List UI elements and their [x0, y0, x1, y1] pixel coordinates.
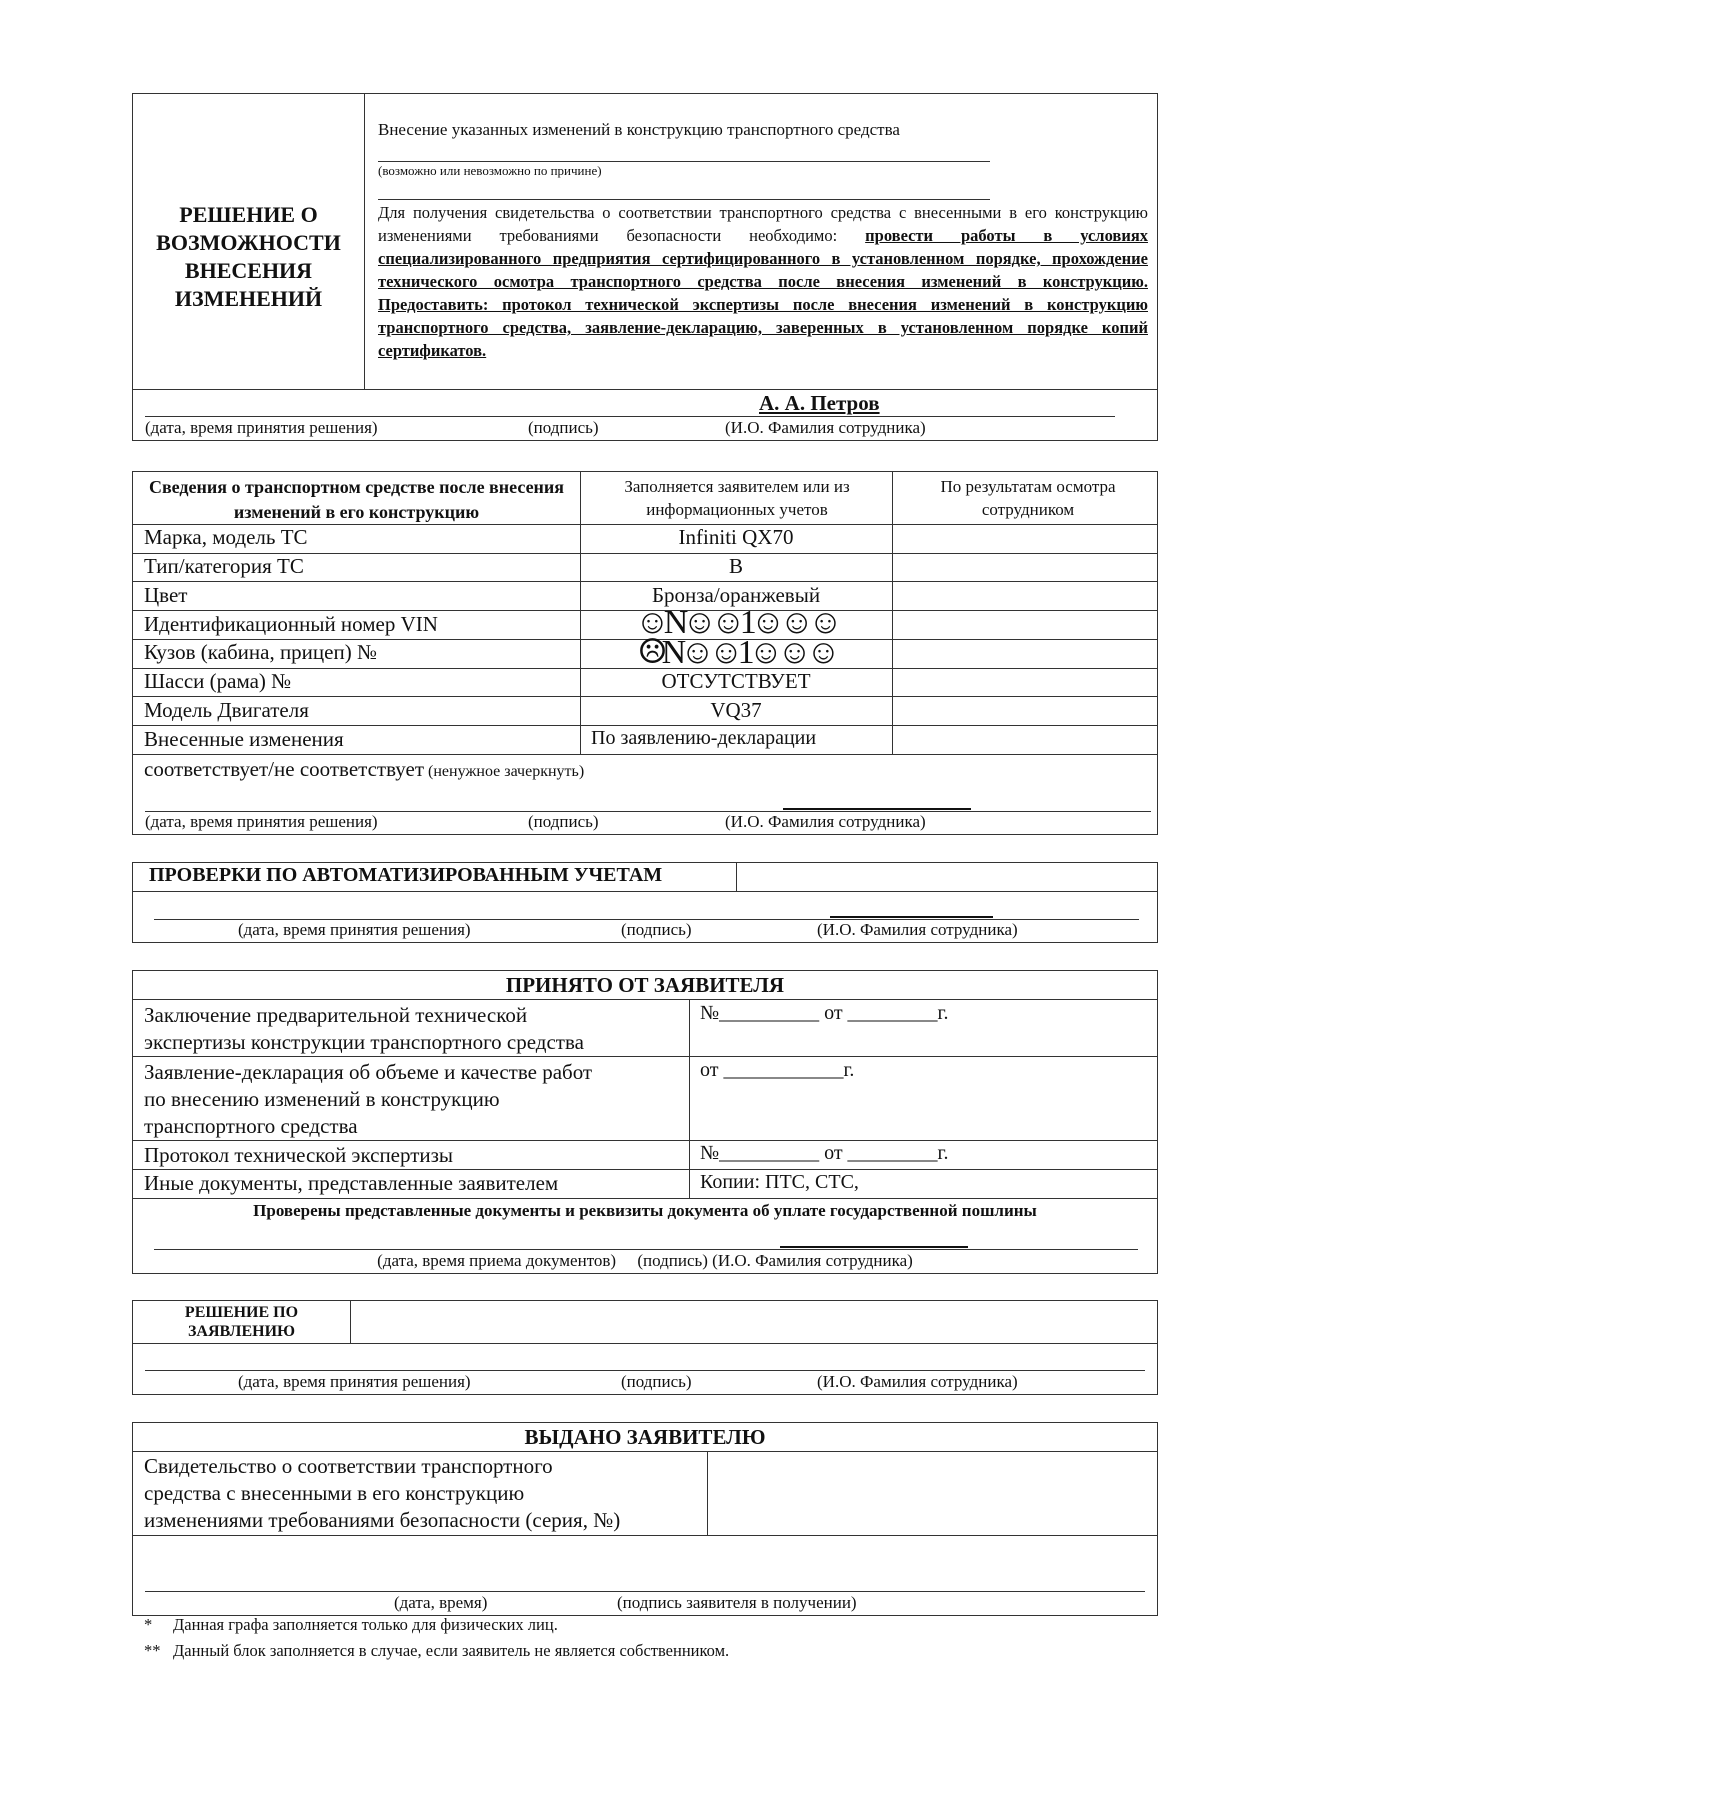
- sig-name-label: (И.О. Фамилия сотрудника): [725, 812, 926, 831]
- sig-sign-label: (подпись): [528, 812, 599, 831]
- accepted-row-label: Заявление-декларация об объеме и качестве работ по внесению изменений в конструкцию транспортного средства: [144, 1060, 593, 1138]
- automated-checks-block: [132, 862, 1158, 943]
- accepted-sig-labels: (дата, время приема документов) (подпись) (И.О. Фамилия сотрудника): [377, 1251, 913, 1270]
- row-value: ОТСУТСТВУЕТ: [661, 669, 811, 693]
- row-label: Идентификационный номер VIN: [144, 612, 438, 636]
- certificate-label: Свидетельство о соответствии транспортного средства с внесенными в его конструкцию изменениями требованиями безопасности (серия, №): [144, 1454, 621, 1532]
- vehicle-header-applicant: Заполняется заявителем или из информационных учетов: [624, 477, 850, 519]
- sig-receipt-label: (подпись заявителя в получении): [617, 1593, 857, 1612]
- issued-block: [132, 1422, 1158, 1616]
- vehicle-header-info: Сведения о транспортном средстве после внесения изменений в его конструкцию: [148, 477, 565, 522]
- accepted-row-value: Копии: ПТС, СТС,: [700, 1171, 859, 1193]
- accepted-row-label: Заключение предварительной технической экспертизы конструкции транспортного средства: [144, 1003, 584, 1054]
- sig-name-label: (И.О. Фамилия сотрудника): [817, 1372, 1018, 1391]
- sig-name-label: (И.О. Фамилия сотрудника): [725, 418, 926, 437]
- row-label: Марка, модель ТС: [144, 525, 308, 549]
- accepted-row-value: от ____________г.: [700, 1059, 855, 1081]
- row-value: В: [728, 554, 743, 578]
- application-decision-block: [132, 1300, 1158, 1395]
- decision-block: [132, 93, 1158, 441]
- row-value: Infiniti QX70: [678, 525, 794, 549]
- row-label: Шасси (рама) №: [144, 669, 292, 693]
- row-label: Внесенные изменения: [144, 727, 344, 751]
- sig-name-label: (И.О. Фамилия сотрудника): [817, 920, 1018, 939]
- decision-intro: Внесение указанных изменений в конструкцию транспортного средства: [378, 120, 900, 139]
- row-label: Модель Двигателя: [144, 698, 309, 722]
- sig-date-label: (дата, время принятия решения): [145, 418, 378, 437]
- conformity-line: соответствует/не соответствует (ненужное зачеркнуть): [144, 757, 585, 781]
- vehicle-block: [132, 471, 1158, 835]
- footnotes: [144, 1612, 729, 1664]
- sig-sign-label: (подпись): [528, 418, 599, 437]
- sig-date-label: (дата, время принятия решения): [238, 920, 471, 939]
- issued-title: ВЫДАНО ЗАЯВИТЕЛЮ: [524, 1425, 766, 1449]
- footnote: * Данная графа заполняется только для физических лиц.: [144, 1615, 558, 1634]
- accepted-block: [132, 970, 1158, 1274]
- footnote: ** Данный блок заполняется в случае, если заявитель не является собственником.: [144, 1641, 730, 1660]
- sig-date-label: (дата, время): [394, 1593, 488, 1612]
- decision-title: РЕШЕНИЕ О ВОЗМОЖНОСТИ ВНЕСЕНИЯ ИЗМЕНЕНИЙ: [156, 202, 341, 311]
- decision-paragraph: Для получения свидетельства о соответствии транспортного средства с внесенными в его конструкцию изменениями требованиями безопасности необходимо: провести работы в условиях специализированного предприятия сертифицированного в установленном порядке, прохождение технического осмотра транспортного средства после внесения изменений в конструкцию. Предоставить: протокол технической экспертизы после внесения изменений в конструкцию транспортного средства, заявление-декларацию, заверенных в установленном порядке копий сертификатов.: [378, 203, 1148, 360]
- employee-name: А. А. Петров: [759, 391, 880, 415]
- accepted-row-value: №__________ от _________г.: [700, 1002, 949, 1024]
- vehicle-header-inspection: По результатам осмотра сотрудником: [940, 477, 1116, 519]
- verified-text: Проверены представленные документы и реквизиты документа об уплате государственной пошлины: [253, 1201, 1037, 1220]
- row-label: Цвет: [144, 583, 188, 607]
- row-label: Тип/категория ТС: [144, 554, 304, 578]
- row-label: Кузов (кабина, прицеп) №: [144, 640, 377, 664]
- application-decision-title: РЕШЕНИЕ ПО ЗАЯВЛЕНИЮ: [184, 1304, 299, 1340]
- accepted-row-value: №__________ от _________г.: [700, 1142, 949, 1164]
- accepted-row-label: Протокол технической экспертизы: [144, 1143, 454, 1167]
- accepted-title: ПРИНЯТО ОТ ЗАЯВИТЕЛЯ: [505, 973, 785, 997]
- vin-redacted-value: ☺N☺☺1☺☺☺: [635, 604, 837, 641]
- accepted-row-label: Иные документы, представленные заявителем: [144, 1171, 559, 1195]
- sig-sign-label: (подпись): [621, 920, 692, 939]
- sig-date-label: (дата, время принятия решения): [145, 812, 378, 831]
- row-value: VQ37: [710, 698, 762, 722]
- decision-hint: (возможно или невозможно по причине): [378, 163, 602, 178]
- row-value: Бронза/оранжевый: [651, 583, 821, 607]
- body-number-redacted-value: ☹N☺☺1☺☺☺: [637, 634, 835, 671]
- checks-title: ПРОВЕРКИ ПО АВТОМАТИЗИРОВАННЫМ УЧЕТАМ: [149, 864, 663, 886]
- sig-sign-label: (подпись): [621, 1372, 692, 1391]
- sig-date-label: (дата, время принятия решения): [238, 1372, 471, 1391]
- row-value: По заявлению-декларации: [591, 727, 817, 749]
